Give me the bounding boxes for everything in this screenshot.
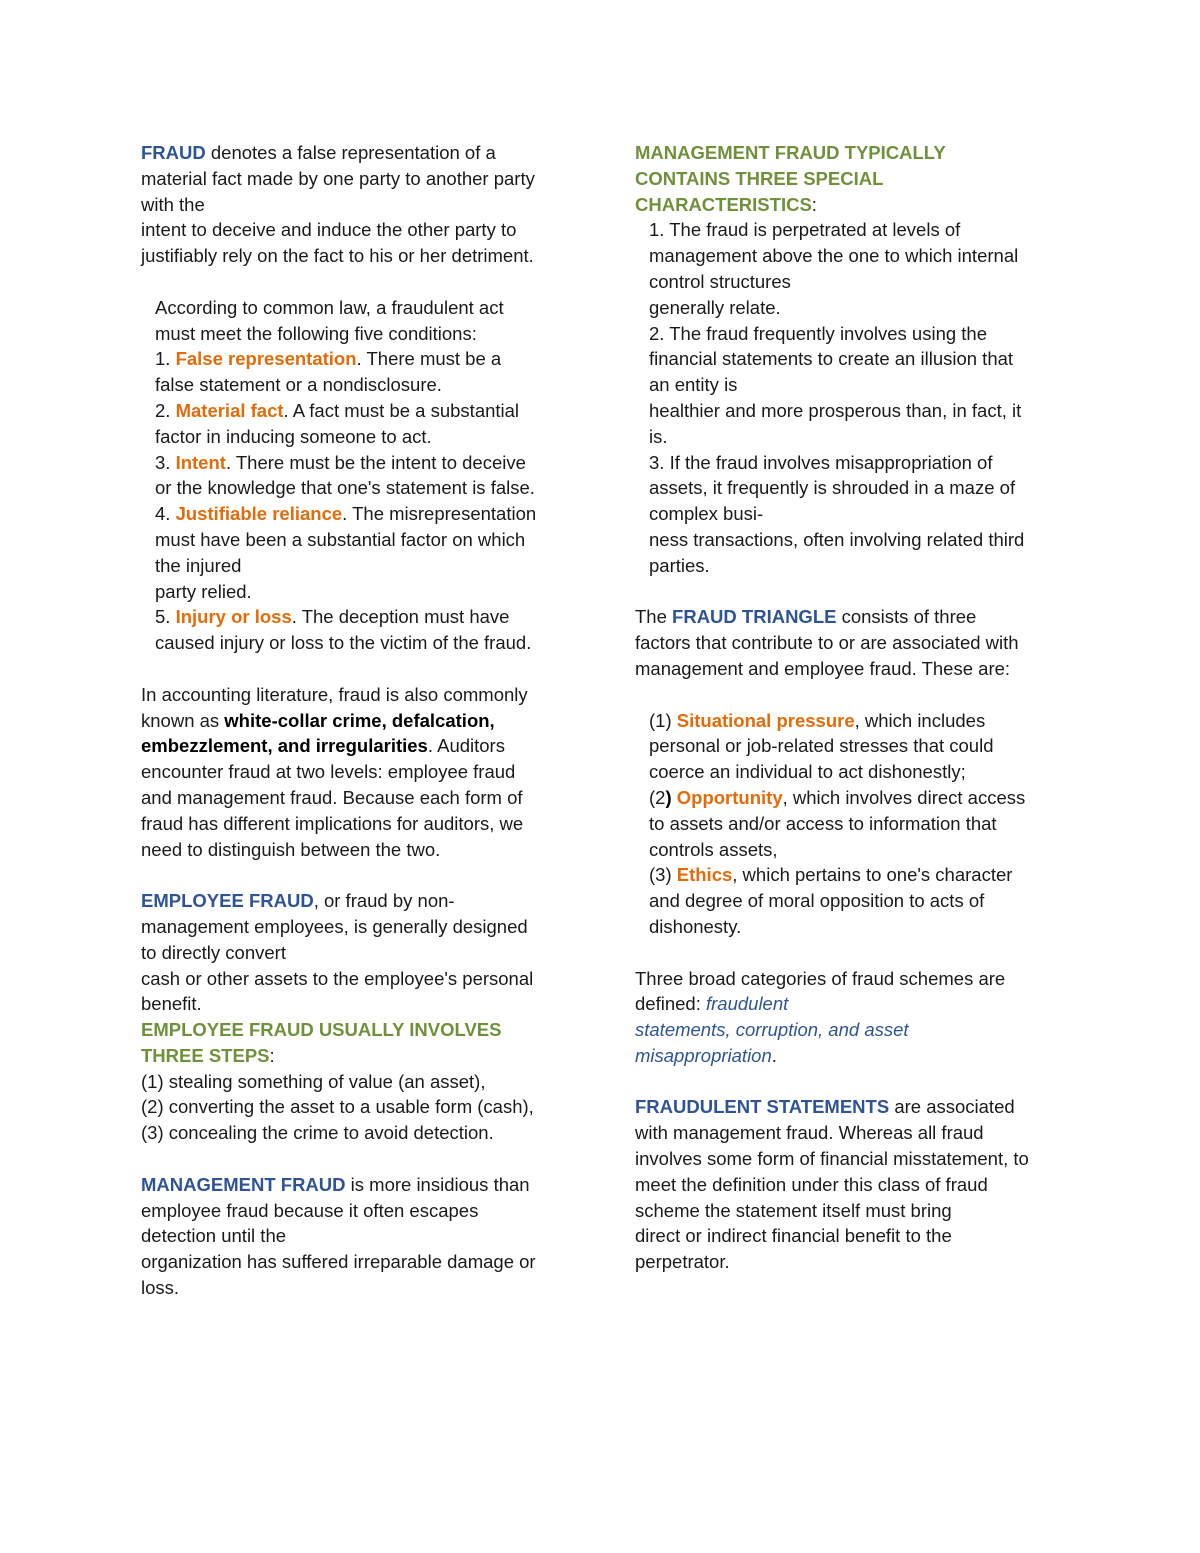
step-2: (2) converting the asset to a usable form (cash), (141, 1096, 534, 1118)
condition-3: 3. Intent. There must be the intent to deceive (155, 451, 526, 473)
condition-1: 1. False representation. There must be a (155, 348, 502, 370)
factor-situational-pressure: (1) Situational pressure, which includes (649, 709, 986, 731)
management-characteristics-section: MANAGEMENT FRAUD TYPICALLY CONTAINS THREE SPECIAL CHARACTERISTICS: 1. The fraud is perpetrated at levels of management above the one to which internal control structures generally relate. 2. The fraud frequently involves using the financial statements to create an illusion that an entity is healthier and more prosperous than, in fact, it is. 3. If the fraud involves misappropriation of assets, it frequently is shrouded in a maze of complex busi- ness transactions, often involving related third parties. (635, 140, 1065, 579)
fraud-triangle-section: The FRAUD TRIANGLE consists of three factors that contribute to or are associated with management and employee fraud. These are: (1) Situational pressure, which includes personal or job-related stresses that could coerce an individual to act dishonestly; (2) Opportunity, which involves direct access to assets and/or access to information that controls assets, (3) Ethics, which pertains to one's character and degree of moral opposition to acts of dishonesty. (635, 604, 1065, 939)
right-column (635, 140, 1065, 1275)
term-fraud-triangle: FRAUD TRIANGLE (672, 606, 837, 628)
fraud-categories-section: Three broad categories of fraud schemes are defined: fraudulent statements, corruption, and asset misappropriation. (635, 967, 1006, 1066)
factor-ethics: (3) Ethics, which pertains to one's character (649, 864, 1013, 886)
term-fraud: FRAUD (141, 142, 206, 163)
management-fraud-section: MANAGEMENT FRAUD is more insidious than employee fraud because it often escapes detection until the organization has suffered irreparable damage or loss. (141, 1173, 536, 1299)
accounting-literature-paragraph: In accounting literature, fraud is also commonly known as white-collar crime, defalcation, embezzlement, and irregularities. Auditors encounter fraud at two levels: employee fraud and management fraud. Because each form of fraud has different implications for auditors, we need to distinguish between the two. (141, 683, 528, 860)
employee-steps-heading: EMPLOYEE FRAUD USUALLY INVOLVES (141, 1019, 502, 1041)
employee-fraud-section: EMPLOYEE FRAUD, or fraud by non- management employees, is generally designed to directly convert cash or other assets to the employee's personal benefit. EMPLOYEE FRAUD USUALLY INVOLVES THREE STEPS: (1) stealing something of value (an asset), (2) converting the asset to a usable form (cash), (3) concealing the crime to avoid detection. (141, 888, 571, 1146)
term-employee-fraud: EMPLOYEE FRAUD (141, 890, 314, 912)
condition-5: 5. Injury or loss. The deception must have (155, 606, 510, 628)
term-fraudulent-statements: FRAUDULENT STATEMENTS (635, 1096, 890, 1118)
fraudulent-statements-section: FRAUDULENT STATEMENTS are associated with management fraud. Whereas all fraud involves some form of financial misstatement, to meet the definition under this class of fraud scheme the statement itself must bring direct or indirect financial benefit to the perpetrator. (635, 1096, 1029, 1273)
factor-opportunity: (2) Opportunity, which involves direct access (649, 786, 1026, 808)
common-law-conditions: According to common law, a fraudulent act must meet the following five conditions: 1. False representation. There must be a false statement or a nondisclosure. 2. Material fact. A fact must be a substantial factor in inducing someone to act. 3. Intent. There must be the intent to deceive or the knowledge that one's statement is false. 4. Justifiable reliance. The misrepresentation must have been a substantial factor on which the injured party relied. 5. Injury or loss. The deception must have caused injury or loss to the victim of the fraud. (141, 295, 571, 656)
step-3: (3) concealing the crime to avoid detection. (141, 1122, 494, 1144)
step-1: (1) stealing something of value (an asset), (141, 1070, 486, 1092)
characteristics-heading: MANAGEMENT FRAUD TYPICALLY (635, 142, 946, 163)
left-column (141, 140, 571, 1301)
condition-2: 2. Material fact. A fact must be a substantial (155, 399, 520, 421)
fraud-definition: FRAUD denotes a false representation of a material fact made by one party to another party with the intent to deceive and induce the other party to justifiably rely on the fact to his or her detriment. (141, 142, 535, 267)
term-management-fraud: MANAGEMENT FRAUD (141, 1173, 346, 1195)
condition-4: 4. Justifiable reliance. The misrepresentation (155, 503, 537, 525)
